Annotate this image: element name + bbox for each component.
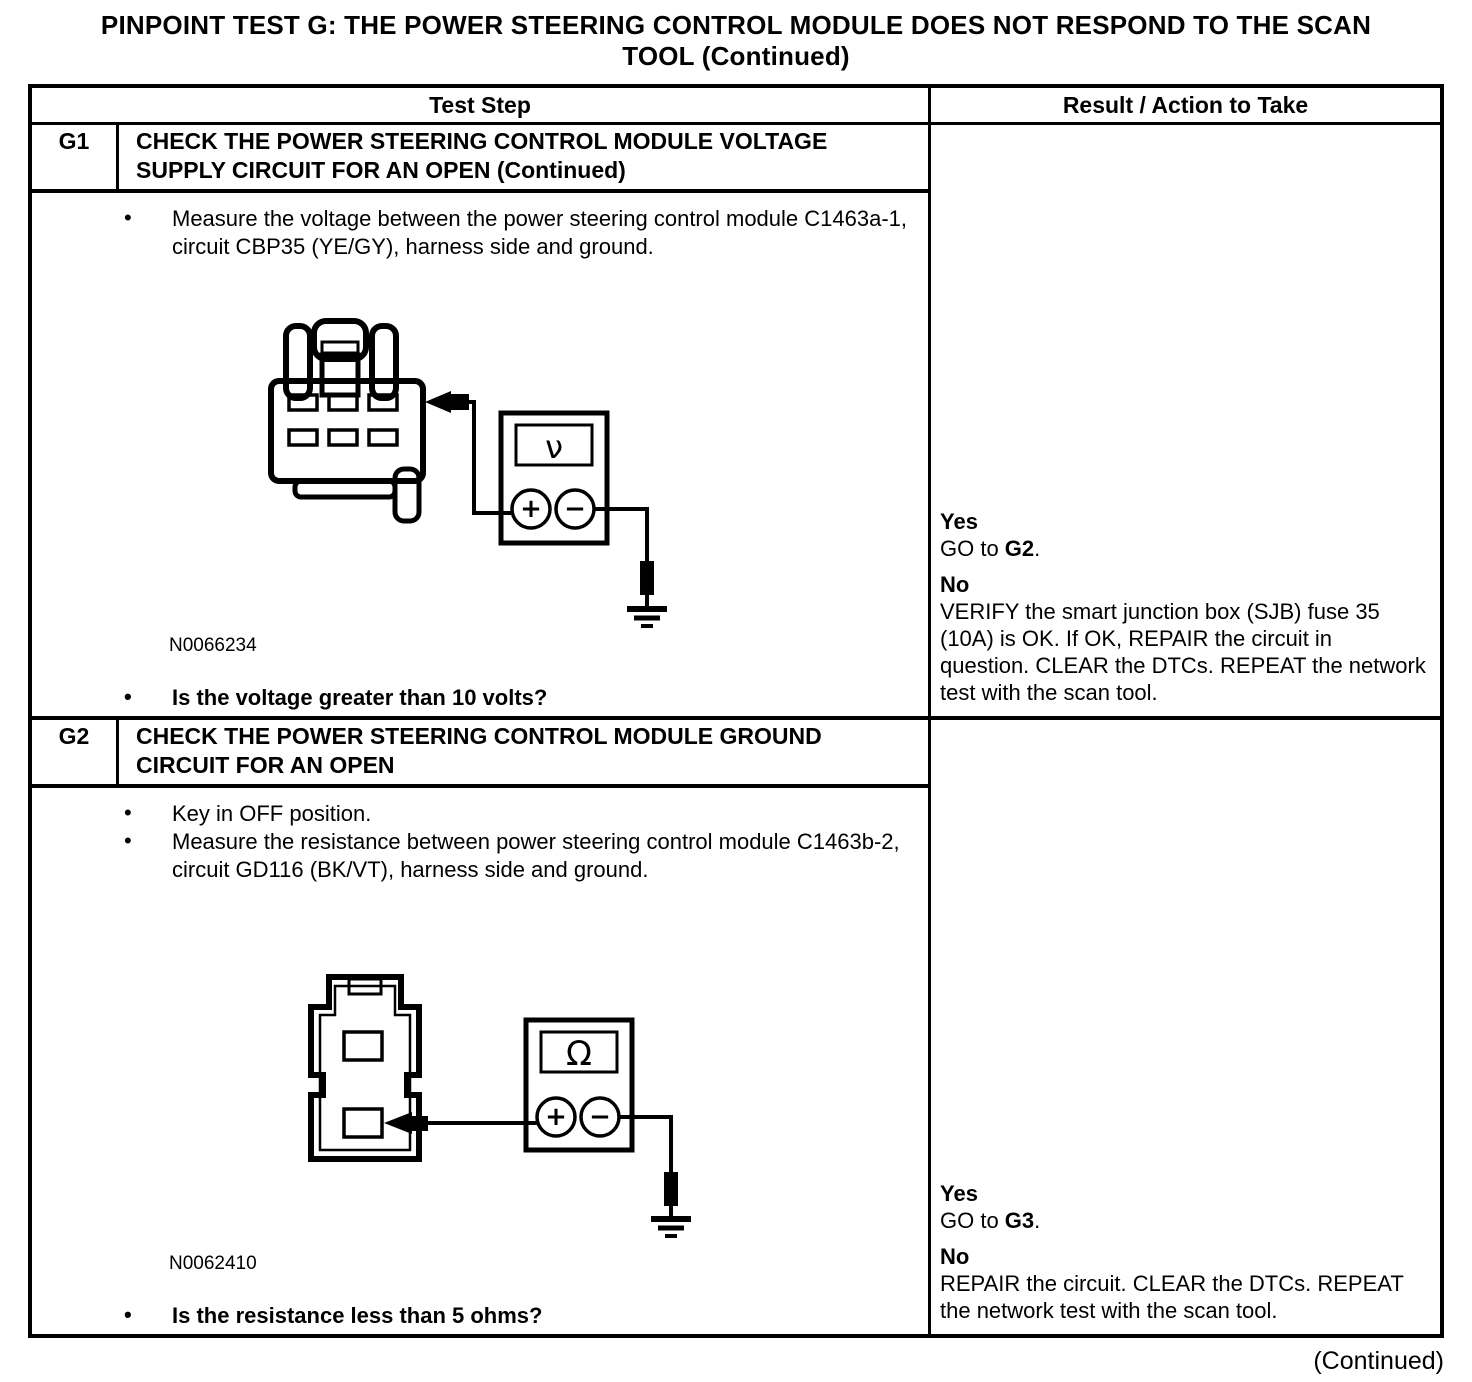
result-no-action: REPAIR the circuit. CLEAR the DTCs. REPEAT the network test with the scan tool. (940, 1271, 1404, 1323)
action-step-ref: G2 (1004, 536, 1035, 561)
step-question-g1: • Is the voltage greater than 10 volts? (122, 684, 916, 712)
result-cell-g2 (931, 720, 1440, 1334)
step-title-g2: CHECK THE POWER STEERING CONTROL MODULE GROUND CIRCUIT FOR AN OPEN (136, 723, 822, 778)
plus-terminal-icon: + (520, 494, 542, 524)
result-no-label: No (940, 1244, 970, 1269)
action-text: . (1034, 536, 1041, 561)
step-head-g2 (32, 720, 928, 788)
step-head-g1 (32, 125, 928, 193)
probe-handle (640, 561, 654, 595)
page-title (28, 10, 1444, 72)
ground-symbol-icon (627, 609, 667, 626)
step-body-g2 (32, 788, 928, 1334)
voltmeter-icon (501, 413, 607, 543)
ohmmeter-circuit-figure (32, 972, 928, 1274)
column-header-test-step: Test Step (32, 88, 931, 122)
page-title-line2: TOOL (Continued) (622, 41, 850, 71)
instruction-item: • Measure the voltage between the power steering control module C1463a-1, circuit CBP35 (YE/GY), harness side and ground. (122, 205, 916, 261)
instruction-item: • Key in OFF position. (122, 800, 916, 828)
step-id-g2: G2 (32, 720, 119, 784)
ground-lead-wire (619, 1117, 671, 1172)
plus-terminal-icon: + (545, 1102, 567, 1132)
result-yes-action (940, 1207, 1426, 1234)
voltmeter-circuit-drawing (259, 311, 719, 656)
column-header-result: Result / Action to Take (1062, 92, 1309, 118)
step-instructions-g1 (32, 205, 928, 261)
test-step-cell-g1 (32, 125, 931, 716)
step-instructions-g2 (32, 800, 928, 884)
voltmeter-symbol: ν (545, 428, 563, 466)
action-step-ref: G3 (1004, 1208, 1035, 1233)
probe-handle (664, 1172, 678, 1206)
result-yes-label: Yes (940, 509, 978, 534)
figure-label: N0062410 (169, 1253, 257, 1274)
action-text: . (1034, 1208, 1041, 1233)
step-id-g1: G1 (32, 125, 119, 189)
table-row-g1 (32, 125, 1440, 716)
probe-arrow-icon (425, 391, 469, 413)
step-body-g1 (32, 193, 928, 716)
ohmmeter-symbol: Ω (566, 1034, 592, 1074)
table-header-row (32, 88, 1440, 125)
result-no-action: VERIFY the smart junction box (SJB) fuse 35 (10A) is OK. If OK, REPAIR the circuit in question. CLEAR the DTCs. REPEAT the network test with the scan tool. (940, 599, 1426, 705)
test-lead-wire (469, 402, 512, 513)
minus-terminal-icon: − (589, 1102, 611, 1132)
test-step-cell-g2 (32, 720, 931, 1334)
ground-symbol-icon (651, 1219, 691, 1236)
pinpoint-test-table (28, 84, 1444, 1338)
page-continued-note: (Continued) (1313, 1347, 1444, 1375)
instruction-item: • Measure the resistance between power steering control module C1463b-2, circuit GD116 (BK/VT), harness side and ground. (122, 828, 916, 884)
figure-label: N0066234 (169, 635, 257, 656)
ohmmeter-circuit-drawing (304, 972, 724, 1274)
page-title-line1: PINPOINT TEST G: THE POWER STEERING CONTROL MODULE DOES NOT RESPOND TO THE SCAN (100, 10, 1372, 40)
action-text: GO to (940, 1208, 1005, 1233)
ohmmeter-icon (526, 1020, 632, 1150)
step-title-g1: CHECK THE POWER STEERING CONTROL MODULE VOLTAGE SUPPLY CIRCUIT FOR AN OPEN (Continued) (136, 128, 828, 183)
ground-lead-wire (594, 509, 647, 561)
voltmeter-circuit-figure (32, 311, 928, 656)
action-text: GO to (940, 536, 1005, 561)
result-yes-action (940, 535, 1426, 562)
table-row-g2 (32, 716, 1440, 1334)
result-cell-g1 (931, 125, 1440, 716)
result-yes-label: Yes (940, 1181, 978, 1206)
result-no-label: No (940, 572, 970, 597)
step-question-g2: • Is the resistance less than 5 ohms? (122, 1302, 916, 1330)
connector-icon (271, 321, 423, 521)
connector-icon (311, 977, 419, 1159)
minus-terminal-icon: − (564, 494, 586, 524)
